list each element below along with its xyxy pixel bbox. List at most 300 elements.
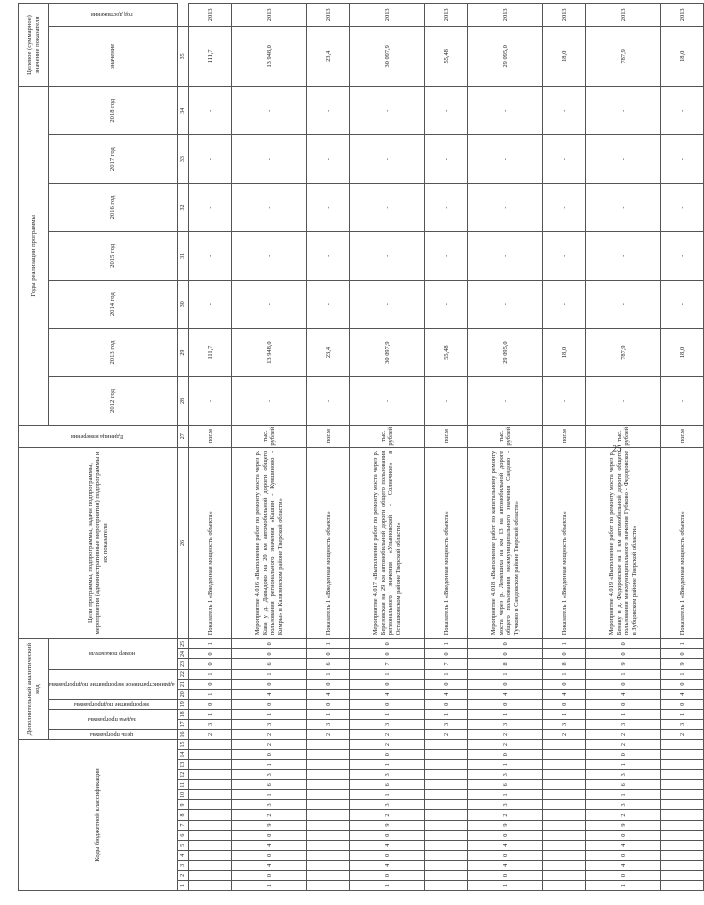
code-digit: 1: [586, 669, 661, 679]
year-value-y2012: -: [232, 377, 307, 425]
year-value-y2018: -: [468, 87, 543, 135]
code-digit: [189, 800, 232, 810]
code-digit: 0: [189, 649, 232, 659]
code-digit: [543, 850, 586, 860]
year-value-y2012: -: [661, 377, 704, 425]
code-digit: 3: [350, 770, 425, 780]
indicator-row: [543, 4, 586, 891]
code-digit: 0: [468, 639, 543, 649]
code-digit: 0: [586, 679, 661, 689]
header-zadacha: задача программы: [87, 715, 136, 723]
target-year: 2013: [189, 4, 232, 27]
code-digit: 0: [425, 679, 468, 689]
code-digit: 0: [586, 699, 661, 709]
code-digit: 0: [586, 649, 661, 659]
header-year-2015: 2015 год: [109, 243, 117, 268]
row-name: Мероприятие 4.019 «Выполнение работ по ремонту моста через р. Бенаку в д. Федоровское на 1 км автомобильной дороги общего пользования межмуниципального значения Губково - Федоровское в Зубцовском районе Тверской области»: [586, 447, 661, 638]
column-index: 11: [178, 780, 189, 790]
code-digit: 7: [425, 659, 468, 669]
indicator-row: [425, 4, 468, 891]
code-digit: 0: [232, 830, 307, 840]
column-index: 3: [178, 860, 189, 870]
code-digit: 0: [350, 699, 425, 709]
year-value-y2015: -: [350, 232, 425, 280]
code-digit: 0: [189, 659, 232, 669]
year-value-y2014: -: [425, 280, 468, 328]
code-digit: 2: [232, 739, 307, 749]
year-value-y2013: 111,7: [189, 328, 232, 376]
code-digit: 0: [350, 870, 425, 880]
column-index: 8: [178, 810, 189, 820]
column-index: 24: [178, 649, 189, 659]
code-digit: 0: [661, 649, 704, 659]
code-digit: 0: [350, 679, 425, 689]
column-index: 21: [178, 679, 189, 689]
year-value-y2016: -: [425, 183, 468, 231]
code-digit: 2: [661, 729, 704, 739]
column-index: 6: [178, 830, 189, 840]
header-year-2013: [49, 328, 178, 376]
code-digit: [189, 770, 232, 780]
code-digit: 4: [661, 689, 704, 699]
header-target: Целевое (суммарное) значение показателя: [25, 15, 41, 75]
year-value-y2013: 30 097,9: [350, 328, 425, 376]
code-digit: 3: [543, 719, 586, 729]
code-digit: [189, 739, 232, 749]
code-digit: 1: [543, 669, 586, 679]
code-digit: [543, 770, 586, 780]
code-digit: 0: [307, 699, 350, 709]
code-digit: [307, 840, 350, 850]
row-unit: тыс. рублей: [232, 425, 307, 447]
code-digit: 2: [468, 739, 543, 749]
code-digit: 1: [307, 709, 350, 719]
code-digit: [661, 820, 704, 830]
code-digit: 9: [232, 820, 307, 830]
year-value-y2013: 13 948,0: [232, 328, 307, 376]
column-index: 34: [178, 87, 189, 135]
year-value-y2018: -: [307, 87, 350, 135]
code-digit: 3: [586, 770, 661, 780]
code-digit: [425, 780, 468, 790]
code-digit: 3: [468, 719, 543, 729]
header-cel: [49, 729, 178, 739]
column-index: 22: [178, 669, 189, 679]
code-digit: 1: [468, 709, 543, 719]
code-digit: 4: [543, 689, 586, 699]
code-digit: 0: [468, 850, 543, 860]
code-digit: 0: [468, 699, 543, 709]
code-digit: [307, 860, 350, 870]
code-digit: 3: [468, 800, 543, 810]
code-digit: 6: [586, 780, 661, 790]
column-index: 28: [178, 377, 189, 425]
code-digit: 0: [425, 649, 468, 659]
code-digit: 0: [661, 699, 704, 709]
code-digit: 0: [232, 870, 307, 880]
code-digit: [661, 810, 704, 820]
year-value-y2015: -: [232, 232, 307, 280]
code-digit: 1: [232, 669, 307, 679]
row-name: Показатель 1 «Введенная мощность объекта»: [661, 447, 704, 638]
code-digit: [425, 790, 468, 800]
code-digit: 4: [468, 840, 543, 850]
year-value-y2015: -: [543, 232, 586, 280]
code-digit: 0: [307, 649, 350, 659]
column-index: 27: [178, 425, 189, 447]
year-value-y2015: -: [468, 232, 543, 280]
code-digit: [307, 790, 350, 800]
header-meropriyatie: [49, 699, 178, 709]
code-digit: 3: [350, 800, 425, 810]
code-digit: 1: [468, 669, 543, 679]
code-digit: 1: [350, 880, 425, 890]
target-value: 30 097,9: [350, 26, 425, 86]
code-digit: 1: [468, 790, 543, 800]
code-digit: 1: [189, 669, 232, 679]
code-digit: 0: [425, 699, 468, 709]
code-digit: 1: [468, 760, 543, 770]
code-digit: [307, 770, 350, 780]
column-index: 33: [178, 135, 189, 183]
column-index: 16: [178, 729, 189, 739]
column-index: 31: [178, 232, 189, 280]
header-year-2015: [49, 232, 178, 280]
code-digit: 1: [543, 639, 586, 649]
code-digit: [661, 770, 704, 780]
code-digit: 4: [586, 689, 661, 699]
code-digit: 1: [468, 880, 543, 890]
code-digit: 4: [350, 840, 425, 850]
header-unit: [19, 425, 178, 447]
column-index: 10: [178, 790, 189, 800]
year-value-y2018: -: [425, 87, 468, 135]
code-digit: 1: [189, 709, 232, 719]
code-digit: 1: [661, 639, 704, 649]
column-index: 1: [178, 880, 189, 890]
year-value-y2018: -: [586, 87, 661, 135]
header-value: [49, 26, 178, 86]
code-digit: 1: [543, 709, 586, 719]
row-unit: пог.м: [307, 425, 350, 447]
header-years: [19, 87, 49, 426]
year-value-y2014: -: [543, 280, 586, 328]
code-digit: 1: [586, 790, 661, 800]
header-nomer: номер показателя: [88, 650, 135, 658]
measure-row: [586, 4, 661, 891]
code-digit: [307, 870, 350, 880]
code-digit: 4: [586, 860, 661, 870]
code-digit: 2: [189, 729, 232, 739]
target-year: 2013: [425, 4, 468, 27]
year-value-y2015: -: [661, 232, 704, 280]
code-digit: 0: [350, 830, 425, 840]
code-digit: 3: [586, 719, 661, 729]
code-digit: 0: [350, 639, 425, 649]
code-digit: [307, 830, 350, 840]
code-digit: 9: [468, 820, 543, 830]
row-name: Показатель 1 «Введенная мощность объекта»: [425, 447, 468, 638]
year-value-y2016: -: [543, 183, 586, 231]
year-value-y2016: -: [232, 183, 307, 231]
code-digit: 4: [232, 689, 307, 699]
code-digit: 1: [661, 669, 704, 679]
code-digit: 3: [586, 800, 661, 810]
column-index: 26: [178, 447, 189, 638]
code-digit: 4: [350, 860, 425, 870]
code-digit: 4: [586, 840, 661, 850]
code-digit: 0: [232, 699, 307, 709]
code-digit: 1: [350, 760, 425, 770]
code-digit: 1: [232, 709, 307, 719]
code-digit: [543, 780, 586, 790]
code-digit: [189, 780, 232, 790]
code-digit: [189, 860, 232, 870]
row-unit: тыс. рублей: [350, 425, 425, 447]
code-digit: 0: [543, 649, 586, 659]
code-digit: [189, 820, 232, 830]
code-digit: 4: [350, 689, 425, 699]
year-value-y2017: -: [189, 135, 232, 183]
code-digit: 3: [468, 770, 543, 780]
column-index: 14: [178, 750, 189, 760]
code-digit: 1: [661, 709, 704, 719]
header-names: [19, 447, 178, 638]
code-digit: 3: [350, 719, 425, 729]
code-digit: 0: [350, 850, 425, 860]
code-digit: [189, 830, 232, 840]
code-digit: 0: [586, 870, 661, 880]
code-digit: [189, 790, 232, 800]
target-value: 29 095,0: [468, 26, 543, 86]
code-digit: 3: [232, 800, 307, 810]
code-digit: 0: [307, 679, 350, 689]
code-digit: 0: [586, 639, 661, 649]
row-name: Мероприятие 4.016 «Выполнение работ по ремонту моста через р. Кава у д. Давыдово на 20 км автомобильной дороги общего пользования регионального значения «Кашин - Кувшиново - Кимры» в Калязинском районе Тверской области»: [232, 447, 307, 638]
code-digit: [661, 800, 704, 810]
header-nomer: [49, 639, 178, 669]
code-digit: 2: [350, 739, 425, 749]
code-digit: [543, 800, 586, 810]
code-digit: 6: [232, 659, 307, 669]
year-value-y2017: -: [425, 135, 468, 183]
target-value: 55,48: [425, 26, 468, 86]
year-value-y2012: -: [350, 377, 425, 425]
code-digit: [307, 850, 350, 860]
code-digit: 4: [232, 860, 307, 870]
year-value-y2014: -: [232, 280, 307, 328]
code-digit: 1: [425, 709, 468, 719]
measure-row: [232, 4, 307, 891]
header-unit: Единица измерения: [70, 432, 123, 440]
row-unit: пог.м: [543, 425, 586, 447]
code-digit: 0: [543, 699, 586, 709]
year-value-y2012: -: [307, 377, 350, 425]
year-value-y2017: -: [350, 135, 425, 183]
column-index: 4: [178, 850, 189, 860]
year-value-y2016: -: [307, 183, 350, 231]
year-value-y2014: -: [350, 280, 425, 328]
program-table: [18, 3, 704, 891]
row-unit: пог.м: [189, 425, 232, 447]
year-value-y2016: -: [586, 183, 661, 231]
code-digit: [661, 739, 704, 749]
code-digit: 0: [468, 750, 543, 760]
code-digit: [425, 840, 468, 850]
code-digit: 6: [350, 780, 425, 790]
code-digit: [661, 830, 704, 840]
header-meropriyatie: мероприятие подпрограммы: [74, 700, 150, 708]
code-digit: 3: [232, 719, 307, 729]
target-year: 2013: [661, 4, 704, 27]
code-digit: 0: [586, 750, 661, 760]
code-digit: [425, 750, 468, 760]
code-digit: [543, 810, 586, 820]
code-digit: [543, 760, 586, 770]
code-digit: [543, 820, 586, 830]
code-digit: 1: [350, 790, 425, 800]
code-digit: 9: [586, 659, 661, 669]
header-year-2013: 2013 год: [109, 340, 117, 365]
code-digit: 4: [468, 860, 543, 870]
column-index: 15: [178, 739, 189, 749]
year-value-y2017: -: [232, 135, 307, 183]
column-index: 12: [178, 770, 189, 780]
code-digit: 2: [586, 729, 661, 739]
code-digit: [189, 840, 232, 850]
year-value-y2015: -: [586, 232, 661, 280]
code-digit: [307, 800, 350, 810]
code-digit: [425, 860, 468, 870]
target-year: 2013: [350, 4, 425, 27]
header-cel: цель программы: [90, 730, 134, 738]
header-achieve-year: [49, 4, 178, 27]
code-digit: 2: [468, 729, 543, 739]
header-value: значение: [109, 43, 117, 69]
header-achieve-year: год достижения: [91, 11, 133, 19]
code-digit: 1: [232, 760, 307, 770]
code-digit: 3: [189, 719, 232, 729]
code-digit: 1: [232, 880, 307, 890]
header-year-2017: [49, 135, 178, 183]
year-value-y2018: -: [661, 87, 704, 135]
code-digit: [425, 830, 468, 840]
code-digit: 0: [232, 850, 307, 860]
code-digit: 0: [350, 750, 425, 760]
column-index: 17: [178, 719, 189, 729]
row-name: Мероприятие 4.018 «Выполнение работ по капитальному ремонту моста через р. Лемешиха на км 13 на автомобильной дороге общего пользования межмуниципального значения Сандово - Тучково в Сандовском районе Тверской области»: [468, 447, 543, 638]
code-digit: [425, 760, 468, 770]
code-digit: [543, 870, 586, 880]
header-year-2014: 2014 год: [109, 292, 117, 317]
code-digit: 9: [350, 820, 425, 830]
target-value: 23,4: [307, 26, 350, 86]
column-index: 30: [178, 280, 189, 328]
target-year: 2013: [543, 4, 586, 27]
code-digit: [307, 739, 350, 749]
page-number: 25: [612, 443, 622, 454]
code-digit: [307, 750, 350, 760]
year-value-y2016: -: [468, 183, 543, 231]
year-value-y2017: -: [307, 135, 350, 183]
code-digit: [189, 850, 232, 860]
row-name: Показатель 1 «Введенная мощность объекта»: [307, 447, 350, 638]
code-digit: 0: [468, 649, 543, 659]
code-digit: [425, 870, 468, 880]
code-digit: [543, 830, 586, 840]
code-digit: 0: [661, 679, 704, 689]
code-digit: 2: [350, 729, 425, 739]
code-digit: [661, 880, 704, 890]
year-value-y2017: -: [586, 135, 661, 183]
year-value-y2014: -: [586, 280, 661, 328]
indicator-row: [307, 4, 350, 891]
header-zadacha: [49, 709, 178, 729]
target-value: 787,9: [586, 26, 661, 86]
target-value: 18,0: [543, 26, 586, 86]
column-index: 5: [178, 840, 189, 850]
year-value-y2014: -: [189, 280, 232, 328]
year-value-y2013: 55,48: [425, 328, 468, 376]
code-digit: 1: [425, 669, 468, 679]
code-digit: [661, 850, 704, 860]
code-digit: 3: [425, 719, 468, 729]
code-digit: [661, 750, 704, 760]
header-adm: административное мероприятие подпрограммы: [49, 680, 175, 688]
header-adm: [49, 669, 178, 699]
year-value-y2016: -: [350, 183, 425, 231]
header-code-group: [19, 739, 178, 890]
header-year-2012: 2012 год: [109, 389, 117, 413]
code-digit: 2: [586, 739, 661, 749]
code-digit: 1: [350, 669, 425, 679]
code-digit: 4: [232, 840, 307, 850]
measure-row: [350, 4, 425, 891]
column-index: 7: [178, 820, 189, 830]
header-years: Годы реализации программы: [29, 215, 37, 297]
year-value-y2014: -: [661, 280, 704, 328]
code-digit: [543, 880, 586, 890]
code-digit: 4: [425, 689, 468, 699]
code-digit: 6: [468, 780, 543, 790]
column-index: 25: [178, 639, 189, 649]
column-index: 23: [178, 659, 189, 669]
code-digit: 0: [232, 750, 307, 760]
code-digit: 2: [543, 729, 586, 739]
year-value-y2013: 23,4: [307, 328, 350, 376]
code-digit: 0: [350, 649, 425, 659]
code-digit: [307, 760, 350, 770]
indicator-row: [661, 4, 704, 891]
header-extra-group: [19, 639, 49, 740]
header-year-2016: [49, 183, 178, 231]
year-value-y2012: -: [586, 377, 661, 425]
year-value-y2018: -: [543, 87, 586, 135]
code-digit: 1: [307, 669, 350, 679]
code-digit: [661, 790, 704, 800]
code-digit: 2: [232, 810, 307, 820]
year-value-y2015: -: [307, 232, 350, 280]
year-value-y2013: 787,9: [586, 328, 661, 376]
code-digit: 0: [232, 639, 307, 649]
target-value: 111,7: [189, 26, 232, 86]
code-digit: [425, 770, 468, 780]
column-index: 35: [178, 26, 189, 86]
code-digit: 2: [586, 810, 661, 820]
column-index: 2: [178, 870, 189, 880]
year-value-y2018: -: [189, 87, 232, 135]
code-digit: 1: [350, 709, 425, 719]
